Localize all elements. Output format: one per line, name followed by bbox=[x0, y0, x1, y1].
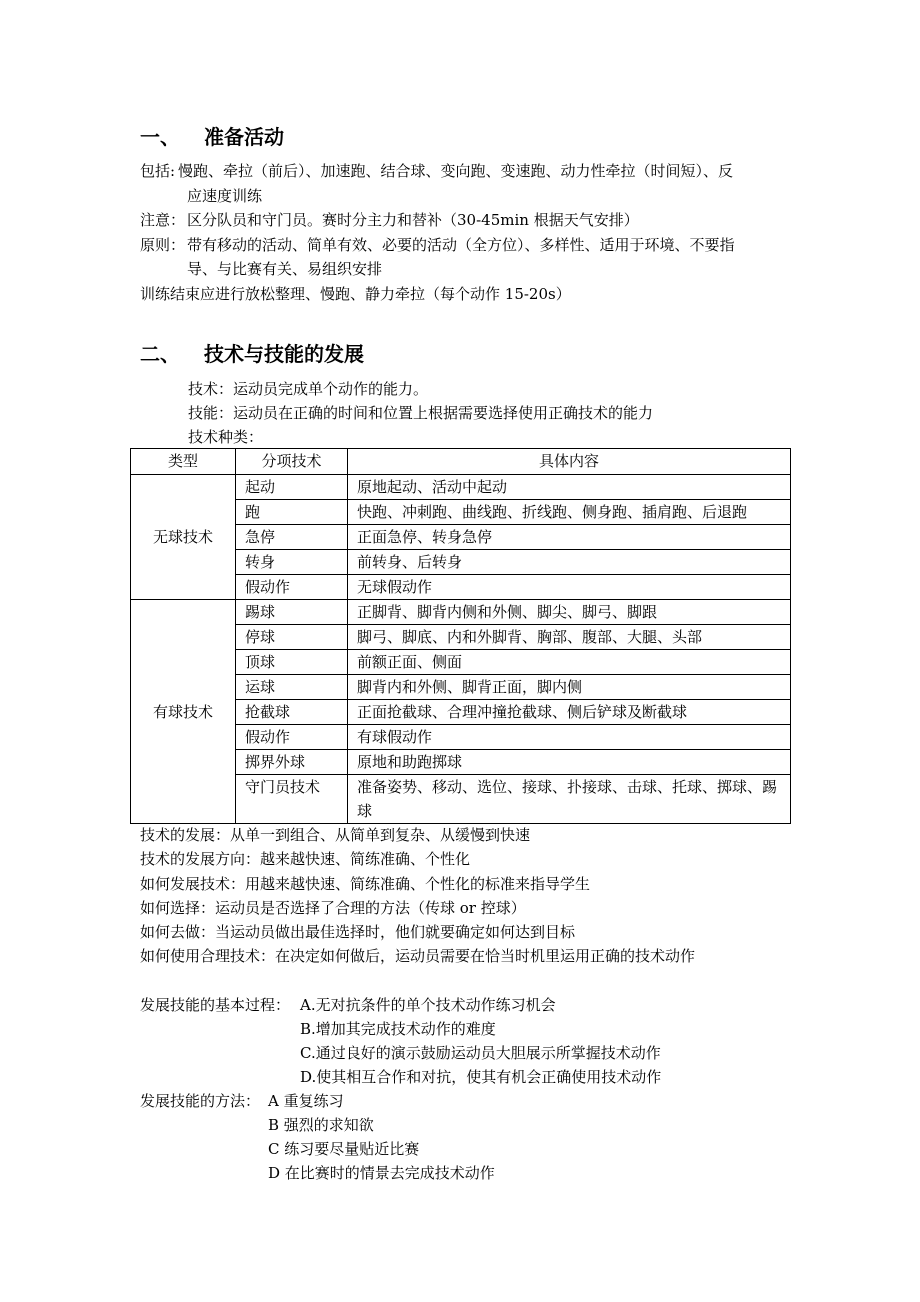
item-cell: 起动 bbox=[236, 475, 348, 500]
table-row bbox=[131, 600, 791, 625]
skill-definition: 技能：运动员在正确的时间和位置上根据需要选择使用正确技术的能力 bbox=[188, 404, 654, 422]
header-type: 类型 bbox=[131, 449, 236, 475]
item-cell: 急停 bbox=[236, 525, 348, 550]
tech-definition: 技术：运动员完成单个动作的能力。 bbox=[188, 380, 429, 398]
how-use: 如何使用合理技术：在决定如何做后，运动员需要在恰当时机里运用正确的技术动作 bbox=[140, 947, 696, 965]
method-item: C 练习要尽量贴近比赛 bbox=[268, 1140, 420, 1158]
section-1-number: 一、 bbox=[140, 125, 180, 149]
process-step: D.使其相互合作和对抗，使其有机会正确使用技术动作 bbox=[300, 1068, 662, 1086]
process-step: C.通过良好的演示鼓励运动员大胆展示所掌握技术动作 bbox=[300, 1044, 661, 1062]
table-header-row bbox=[131, 449, 791, 475]
table-row bbox=[131, 475, 791, 500]
item-cell: 守门员技术 bbox=[236, 775, 348, 824]
method-item: B 强烈的求知欲 bbox=[268, 1116, 374, 1134]
item-cell: 踢球 bbox=[236, 600, 348, 625]
tech-direction: 技术的发展方向：越来越快速、简练准确、个性化 bbox=[140, 850, 471, 868]
item-cell: 运球 bbox=[236, 675, 348, 700]
content-cell: 原地起动、活动中起动 bbox=[348, 475, 791, 500]
method-item: D 在比赛时的情景去完成技术动作 bbox=[268, 1164, 495, 1182]
header-content: 具体内容 bbox=[348, 449, 791, 475]
technique-table bbox=[130, 448, 791, 824]
item-cell: 跑 bbox=[236, 500, 348, 525]
process-label: 发展技能的基本过程： bbox=[140, 996, 291, 1014]
content-cell: 正面抢截球、合理冲撞抢截球、侧后铲球及断截球 bbox=[348, 700, 791, 725]
content-cell: 脚弓、脚底、内和外脚背、胸部、腹部、大腿、头部 bbox=[348, 625, 791, 650]
content-cell: 正面急停、转身急停 bbox=[348, 525, 791, 550]
type-no-ball: 无球技术 bbox=[131, 475, 236, 600]
process-step: B.增加其完成技术动作的难度 bbox=[300, 1020, 496, 1038]
end-text: 训练结束应进行放松整理、慢跑、静力牵拉（每个动作 15-20s） bbox=[140, 285, 571, 303]
include-label: 包括: bbox=[140, 162, 176, 180]
item-cell: 假动作 bbox=[236, 725, 348, 750]
principle-text-1: 带有移动的活动、简单有效、必要的活动（全方位）、多样性、适用于环境、不要指 bbox=[187, 236, 735, 254]
content-cell: 原地和助跑掷球 bbox=[348, 750, 791, 775]
item-cell: 顶球 bbox=[236, 650, 348, 675]
content-cell: 准备姿势、移动、选位、接球、扑接球、击球、托球、掷球、踢球 bbox=[348, 775, 791, 824]
content-cell: 前转身、后转身 bbox=[348, 550, 791, 575]
section-2-title: 技术与技能的发展 bbox=[204, 342, 364, 366]
header-item: 分项技术 bbox=[236, 449, 348, 475]
how-develop: 如何发展技术：用越来越快速、简练准确、个性化的标准来指导学生 bbox=[140, 875, 591, 893]
tech-types-label: 技术种类： bbox=[188, 428, 264, 446]
principle-text-2: 导、与比赛有关、易组织安排 bbox=[187, 260, 383, 278]
process-step: A.无对抗条件的单个技术动作练习机会 bbox=[300, 996, 556, 1014]
methods-label: 发展技能的方法： bbox=[140, 1092, 261, 1110]
content-cell: 无球假动作 bbox=[348, 575, 791, 600]
how-choose: 如何选择：运动员是否选择了合理的方法（传球 or 控球） bbox=[140, 899, 526, 917]
how-do: 如何去做：当运动员做出最佳选择时，他们就要确定如何达到目标 bbox=[140, 923, 576, 941]
section-1-title: 准备活动 bbox=[204, 125, 284, 149]
content-cell: 快跑、冲刺跑、曲线跑、折线跑、侧身跑、插肩跑、后退跑 bbox=[348, 500, 791, 525]
item-cell: 转身 bbox=[236, 550, 348, 575]
note-text: 区分队员和守门员。赛时分主力和替补（30-45min 根据天气安排） bbox=[187, 211, 639, 229]
note-label: 注意： bbox=[140, 211, 186, 229]
include-text-1: 慢跑、牵拉（前后）、加速跑、结合球、变向跑、变速跑、动力性牵拉（时间短）、反 bbox=[178, 162, 734, 180]
include-text-2: 应速度训练 bbox=[187, 187, 263, 205]
content-cell: 正脚背、脚背内侧和外侧、脚尖、脚弓、脚跟 bbox=[348, 600, 791, 625]
item-cell: 假动作 bbox=[236, 575, 348, 600]
principle-label: 原则： bbox=[140, 236, 186, 254]
type-with-ball: 有球技术 bbox=[131, 600, 236, 824]
content-cell: 脚背内和外侧、脚背正面，脚内侧 bbox=[348, 675, 791, 700]
item-cell: 掷界外球 bbox=[236, 750, 348, 775]
item-cell: 抢截球 bbox=[236, 700, 348, 725]
content-cell: 有球假动作 bbox=[348, 725, 791, 750]
item-cell: 停球 bbox=[236, 625, 348, 650]
content-cell: 前额正面、侧面 bbox=[348, 650, 791, 675]
tech-development: 技术的发展：从单一到组合、从简单到复杂、从缓慢到快速 bbox=[140, 826, 531, 844]
section-2-number: 二、 bbox=[140, 342, 180, 366]
method-item: A 重复练习 bbox=[268, 1092, 344, 1110]
